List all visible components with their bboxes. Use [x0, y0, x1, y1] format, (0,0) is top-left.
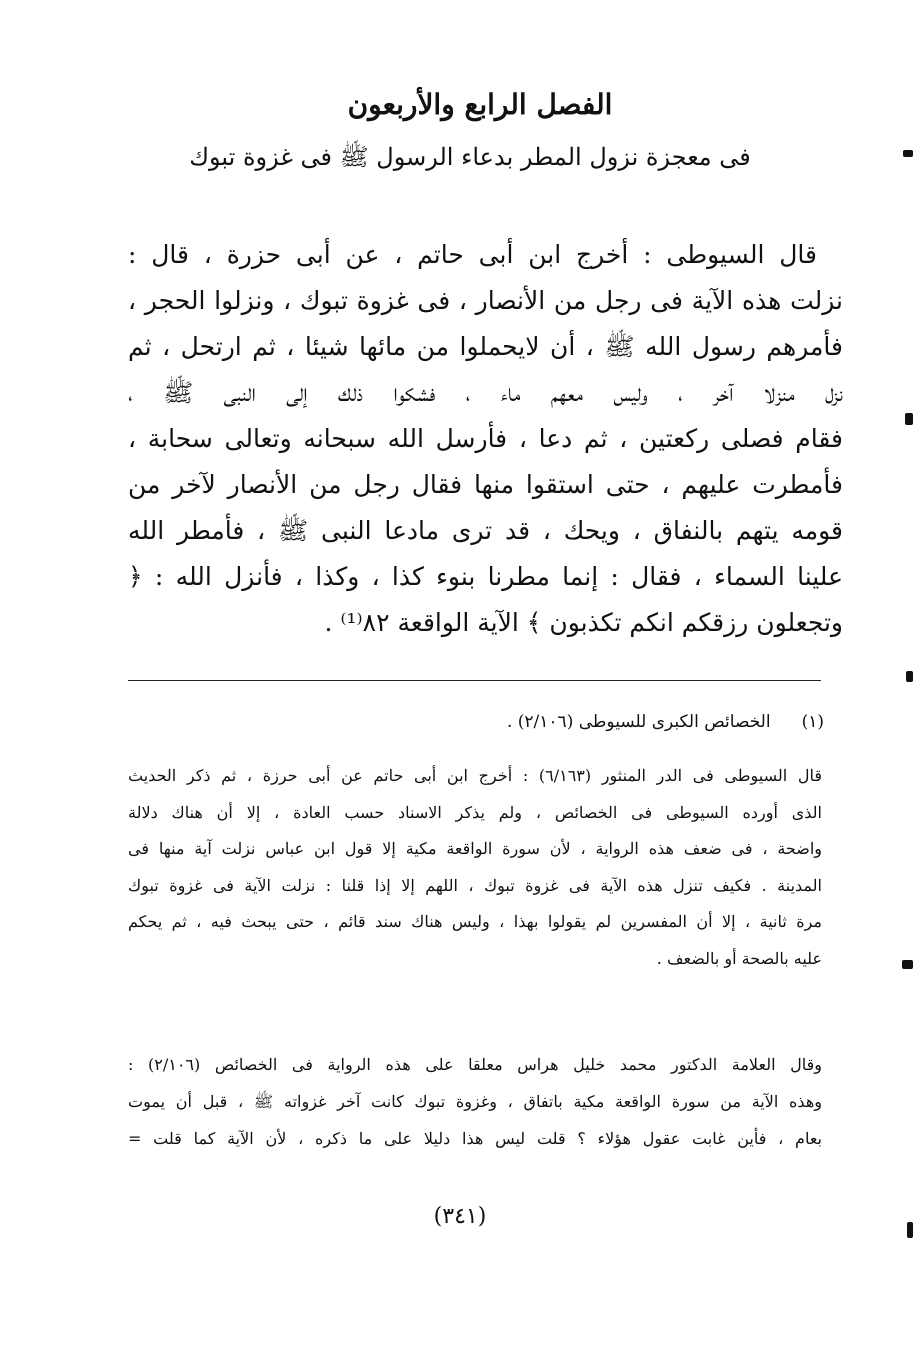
- footnote-line: عليه بالصحة أو بالضعف .: [656, 948, 822, 968]
- footnote-separator: [128, 680, 821, 681]
- main-text-line: نزل منزلا آخر ، وليس معهم ماء ، فشكوا ذلك إلى النبى ﷺ ،: [128, 378, 843, 407]
- footnote-heading: [330, 712, 824, 732]
- footnote-source: الخصائص الكبرى للسيوطى (٢/١٠٦) .: [506, 712, 771, 732]
- footnote-line: واضحة ، فى ضعف هذه الرواية ، لأن سورة الواقعة مكية إلا قول ابن عباس نزلت آية منها فى: [128, 839, 822, 858]
- main-text-line: فأمطرت عليهم ، حتى استقوا منها فقال رجل من الأنصار لآخر من: [128, 470, 843, 499]
- footnote-line: وقال العلامة الدكتور محمد خليل هراس معلقا على هذه الرواية فى الخصائص (٢/١٠٦) :: [128, 1055, 822, 1074]
- main-text-line: قومه يتهم بالنفاق ، ويحك ، قد ترى مادعا النبى ﷺ ، فأمطر الله: [128, 516, 843, 545]
- main-text-line: قال السيوطى : أخرج ابن أبى حاتم ، عن أبى حزرة ، قال :: [128, 240, 817, 269]
- footnote-line: قال السيوطى فى الدر المنثور (٦/١٦٣) : أخرج ابن أبى حاتم عن أبى حرزة ، ثم ذكر الحديث: [128, 766, 822, 785]
- footnote-number: (١): [801, 712, 824, 732]
- footnote-line: مرة ثانية ، إلا أن المفسرين لم يقولوا بهذا ، وليس هناك سند قائم ، حتى يبحث فيه ، ثم يحكم: [128, 912, 822, 931]
- main-text: [128, 232, 843, 646]
- main-text-line: نزلت هذه الآية فى رجل من الأنصار ، فى غزوة تبوك ، ونزلوا الحجر ،: [128, 286, 843, 315]
- scan-edge-mark: [905, 413, 913, 425]
- main-text-line: فقام فصلى ركعتين ، ثم دعا ، فأرسل الله سبحانه وتعالى سحابة ،: [128, 424, 843, 453]
- footnote-line: المدينة . فكيف تنزل هذه الآية فى غزوة تبوك ، اللهم إلا إذا قلنا : نزلت الآية فى غزوة تبوك: [128, 875, 822, 895]
- main-text-line: فأمرهم رسول الله ﷺ ، أن لايحملوا من مائها شيئا ، ثم ارتحل ، ثم: [128, 332, 843, 361]
- footnote-paragraph-1: [128, 758, 822, 977]
- page-number: (٣٤١): [433, 1204, 487, 1229]
- scan-edge-mark: [903, 150, 913, 157]
- footnote-line: الذى أورده السيوطى فى الخصائص ، ولم يذكر الاسناد حسب العادة ، إلا أن هناك دلالة: [128, 802, 822, 822]
- footnote-line: بعام ، فأين غابت عقول هؤلاء ؟ قلت ليس هذا دليلا على ما ذكره ، لأن الآية كما قلت =: [128, 1129, 822, 1148]
- main-text-line: وتجعلون رزقكم انكم تكذبون ﴾ الآية الواقعة ٨٢⁽¹⁾ .: [324, 608, 843, 637]
- chapter-title: الفصل الرابع والأربعون: [347, 88, 613, 121]
- footnote-line: وهذه الآية من سورة الواقعة مكية باتفاق ، وغزوة تبوك كانت آخر غزواته ﷺ ، قبل أن يموت: [128, 1092, 822, 1111]
- chapter-subtitle: فى معجزة نزول المطر بدعاء الرسول ﷺ فى غزوة تبوك: [189, 143, 751, 171]
- scan-edge-mark: [902, 960, 913, 969]
- footnote-paragraph-2: [128, 1046, 822, 1157]
- scan-edge-mark: [906, 671, 913, 682]
- main-text-line: علينا السماء ، فقال : إنما مطرنا بنوء كذا ، وكذا ، فأنزل الله : ﴿: [128, 562, 843, 591]
- scan-edge-mark: [907, 1222, 913, 1238]
